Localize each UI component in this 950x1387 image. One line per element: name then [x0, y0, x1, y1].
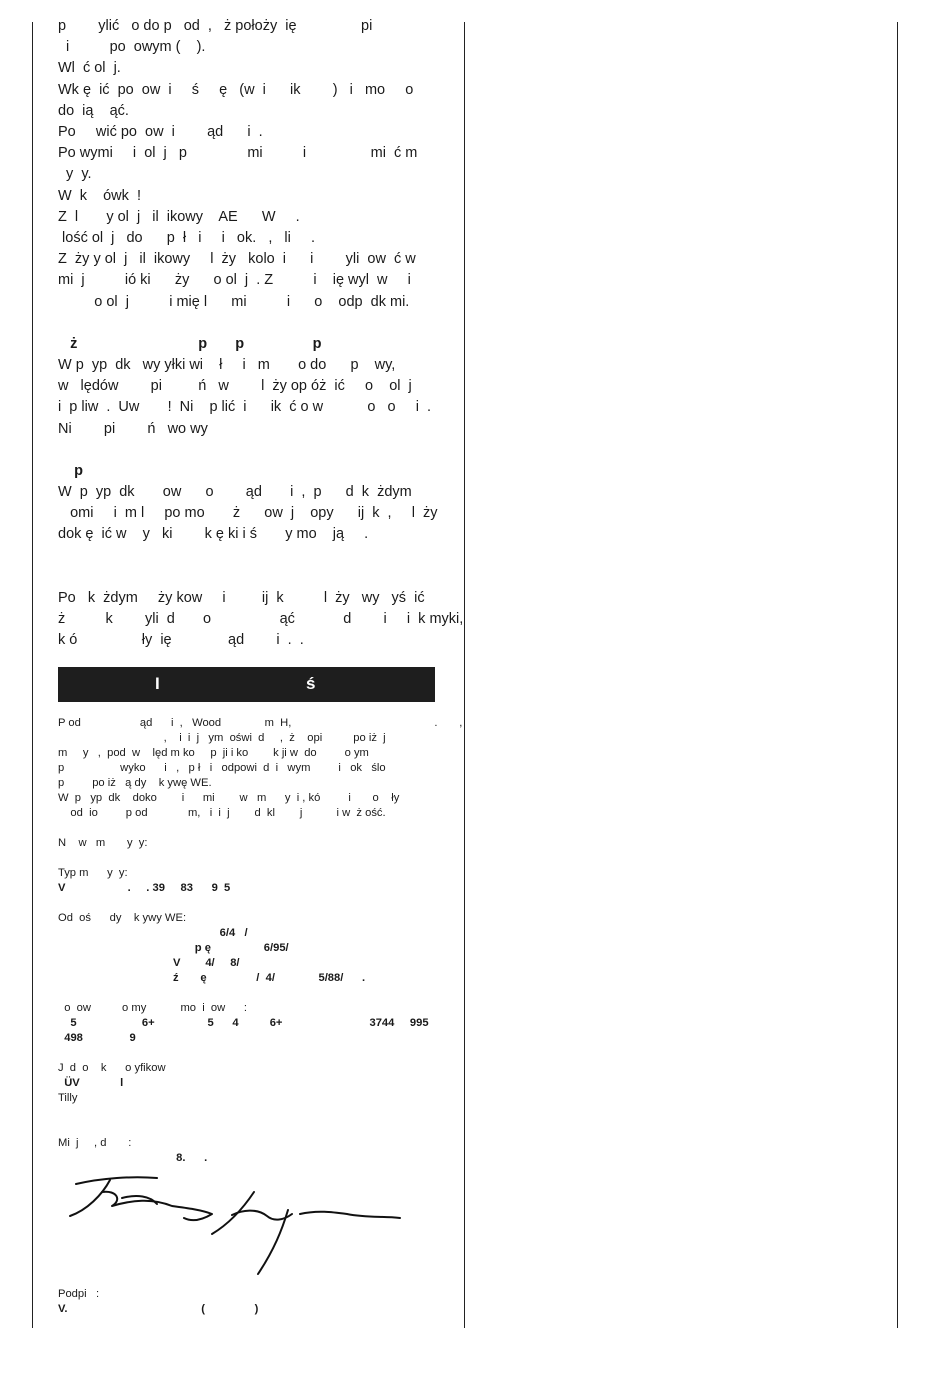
cert-label: J d o k o yfikow	[58, 1062, 166, 1074]
directive-line: ź ę / 4/ 5/88/ .	[58, 972, 366, 984]
body-line: Wl ć ol j.	[58, 60, 121, 77]
body-line: do ią ąć.	[58, 102, 129, 119]
body-line: Po wymi i ol j p mi i mi ć m	[58, 145, 418, 162]
body-line: Z ży y ol j il ikowy l ży kolo i i yli ow ć w	[58, 251, 416, 268]
banner-title-right: ś	[306, 674, 316, 693]
declaration-line: p wyko i , p ł i odpowi d i wym i ok ślo	[58, 762, 386, 774]
body-line: Wk ę ić po ow i ś ę (w i ik ) i mo o	[58, 81, 414, 98]
signature-value: V. ( )	[58, 1303, 259, 1315]
norms-line: 5 6+ 5 4 6+ 3744 995	[58, 1017, 429, 1029]
handwritten-signature	[62, 1170, 407, 1280]
left-margin-rule	[32, 22, 33, 1328]
body-line: W k ówk !	[58, 187, 141, 204]
body-line: dok ę ić w y ki k ę ki i ś y mo ją .	[58, 526, 369, 543]
place-label: Mi j , d :	[58, 1137, 132, 1149]
norms-line: 498 9	[58, 1032, 136, 1044]
declaration-line: p po iż ą dy k ywę WE.	[58, 777, 212, 789]
type-label: Typ m y y:	[58, 867, 128, 879]
declaration-block	[58, 716, 463, 1166]
upper-text-block	[58, 16, 464, 651]
body-line: k ó ły ię ąd i . .	[58, 632, 304, 649]
place-value: 8. .	[58, 1152, 208, 1164]
declaration-line: W p yp dk doko i mi w m y i , kó i o ły	[58, 792, 400, 804]
body-line: p ylić o do p od , ż położy ię pi	[58, 18, 373, 34]
body-line: ż k yli d o ąć d i i k myki,	[58, 610, 464, 627]
signature-block	[58, 1287, 435, 1317]
signature-label: Podpi :	[58, 1288, 100, 1300]
right-margin-rule	[897, 22, 898, 1328]
cert-value: ÜV l	[58, 1077, 124, 1089]
declaration-line: m y , pod w lęd m ko p ji i ko k ji w do o ym	[58, 747, 369, 759]
cert-place: Tilly	[58, 1092, 78, 1104]
declaration-banner	[58, 667, 435, 702]
body-line: i po owym ( ).	[58, 39, 206, 56]
body-line: Z l y ol j il ikowy AE W .	[58, 208, 300, 225]
body-line: W p yp dk ow o ąd i , p d k żdym	[58, 484, 412, 501]
body-line: lość ol j do p ł i i ok. , li .	[58, 230, 316, 247]
declaration-line: , i i j ym oświ d , ż opi po iż j	[58, 732, 386, 744]
norms-label: o ow o my mo i ow :	[58, 1002, 247, 1014]
body-line: y y.	[58, 166, 92, 183]
body-line: W p yp dk wy yłki wi ł i m o do p wy,	[58, 357, 396, 374]
section-heading: ż p p p	[58, 335, 322, 352]
body-line: omi i m l po mo ż ow j opy ij k , l ży	[58, 505, 438, 522]
declaration-line: od io p od m, i i j d kl j i w ż ość.	[58, 807, 386, 819]
body-line: mi j ió ki ży o ol j . Z i ię wyl w i	[58, 272, 411, 289]
body-line: Po wić po ow i ąd i .	[58, 124, 263, 141]
center-column-rule	[464, 22, 465, 1328]
body-line: Ni pi ń wo wy	[58, 420, 208, 437]
body-line: w lędów pi ń w l ży op óż ić o ol j	[58, 378, 412, 395]
banner-title-left: I	[155, 674, 160, 693]
body-line: o ol j i mię l mi i o odp dk mi.	[58, 293, 410, 310]
body-line: i p liw . Uw ! Ni p lić i ik ć o w o o i .	[58, 399, 432, 416]
type-value: V . . 39 83 9 5	[58, 882, 231, 894]
declaration-line: P od ąd i , Wood m H, . ,	[58, 717, 463, 729]
section-heading: p	[58, 462, 83, 479]
directive-label: Od oś dy k ywy WE:	[58, 912, 187, 924]
directive-line: 6/4 /	[58, 927, 248, 939]
directive-line: V 4/ 8/	[58, 957, 240, 969]
directive-line: p ę 6/95/	[58, 942, 289, 954]
machine-label: N w m y y:	[58, 837, 148, 849]
body-line: Po k żdym ży kow i ij k l ży wy yś ić	[58, 589, 425, 606]
